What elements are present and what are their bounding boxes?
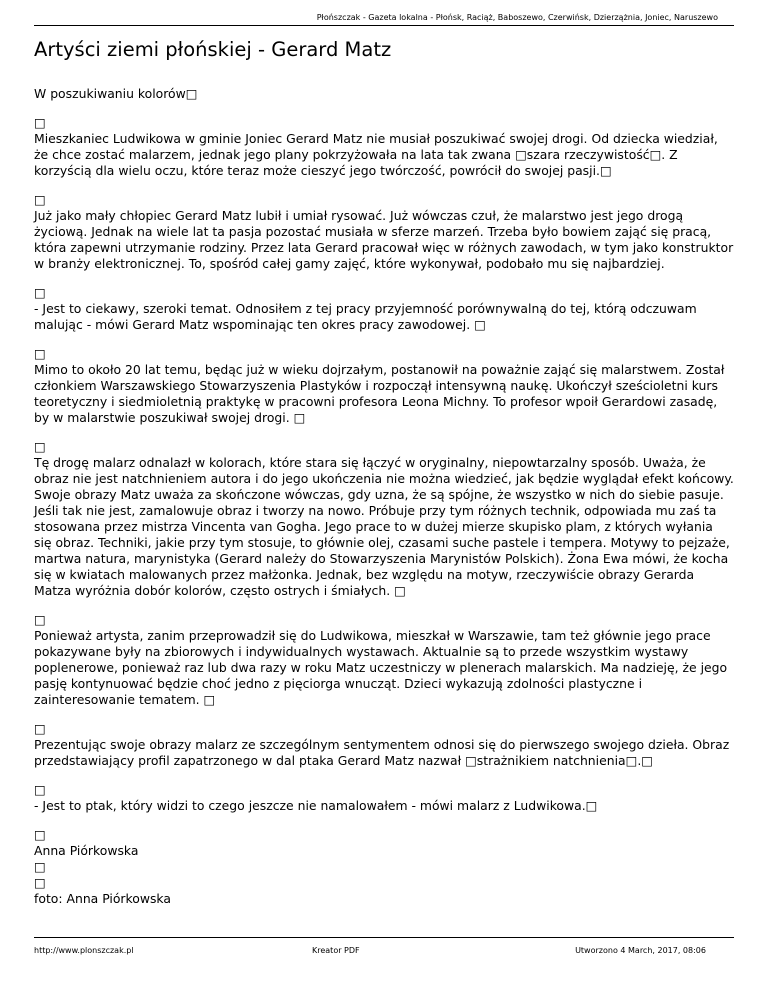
article-paragraph: □ - Jest to ptak, który widzi to czego jeszcze nie namalowałem - mówi malarz z Ludwikowa.□ [34, 782, 598, 813]
footer-created-date: Utworzono 4 March, 2017, 08:06 [575, 946, 706, 955]
credit-line: □ [34, 875, 46, 890]
footer-url[interactable]: http://www.plonszczak.pl [34, 946, 134, 955]
article-credits [34, 827, 734, 907]
page-header: Płońszczak - Gazeta lokalna - Płońsk, Raciąż, Baboszewo, Czerwińsk, Dzierzążnia, Joniec, Naruszewo [316, 13, 718, 22]
article-paragraph: □ - Jest to ciekawy, szeroki temat. Odnosiłem z tej pracy przyjemność porównywalną do tej, którą odczuwam malując - mówi Gerard Matz wspominając ten okres pracy zawodowej. □ [34, 285, 697, 332]
footer-generator: Kreator PDF [312, 946, 360, 955]
article-body [34, 86, 734, 907]
article-paragraph: W poszukiwaniu kolorów□ [34, 86, 198, 101]
credit-line: □ [34, 827, 46, 842]
article-paragraph: □ Mieszkaniec Ludwikowa w gminie Joniec Gerard Matz nie musiał poszukiwać swojej drogi. Od dziecka wiedział, że chce zostać malarzem, jednak jego plany pokrzyżowała na lata tak zwana □szara rzeczywistość□. Z korzyścią dla wielu oczu, które teraz może cieszyć jego twórczość, powrócił do swojej pasji.□ [34, 115, 718, 178]
footer-divider [34, 937, 734, 938]
article-paragraph: □ Tę drogę malarz odnalazł w kolorach, które stara się łączyć w oryginalny, niepowtarzalny sposób. Uważa, że obraz nie jest natchnieniem autora i do jego ukończenia nie można wiedzieć, jak będzie wyglądał efekt końcowy. Swoje obrazy Matz uważa za skończone wówczas, gdy uzna, że są spójne, że wszystko w nich do siebie pasuje. Jeśli tak nie jest, zamalowuje obraz i tworzy na nowo. Próbuje przy tym różnych technik, odpowiada mu zaś ta stosowana przez mistrza Vincenta van Gogha. Jego prace to w dużej mierze skupisko plam, z których wyłania się obraz. Techniki, jakie przy tym stosuje, to głównie olej, czasami suche pastele i tempera. Motywy to pejzaże, martwa natura, marynistyka (Gerard należy do Stowarzyszenia Marynistów Polskich). Żona Ewa mówi, że kocha się w kwiatach malowanych przez małżonka. Jednak, bez względu na motyw, rzeczywiście obrazy Gerarda Matza wyróżnia dobór kolorów, często ostrych i śmiałych. □ [34, 439, 734, 598]
article-paragraph: □ Prezentując swoje obrazy malarz ze szczególnym sentymentem odnosi się do pierwszego swojego dzieła. Obraz przedstawiający profil zapatrzonego w dal ptaka Gerard Matz nazwał □strażnikiem natchnienia□.□ [34, 721, 730, 768]
article-paragraph: □ Ponieważ artysta, zanim przeprowadził się do Ludwikowa, mieszkał w Warszawie, tam też głównie jego prace pokazywane były na zbiorowych i indywidualnych wystawach. Aktualnie są to przede wszystkim wystawy poplenerowe, ponieważ raz lub dwa razy w roku Matz uczestniczy w plenerach malarskich. Ma nadzieję, że jego pasję kontynuować będzie choć jedno z pięciorga wnucząt. Dzieci wykazują zdolności plastyczne i zainteresowanie tematem. □ [34, 612, 728, 707]
author-name: Anna Piórkowska [34, 843, 139, 858]
article-paragraph: □ Już jako mały chłopiec Gerard Matz lubił i umiał rysować. Już wówczas czuł, że malarstwo jest jego drogą życiową. Jednak na wiele lat ta pasja pozostać musiała w sferze marzeń. Trzeba było bowiem zająć się pracą, która zapewni utrzymanie rodziny. Przez lata Gerard pracował więc w różnych zawodach, w tym jako konstruktor w branży elektronicznej. To, spośród całej gamy zajęć, które wykonywał, podobało mu się najbardziej. [34, 192, 734, 271]
article-title: Artyści ziemi płońskiej - Gerard Matz [34, 38, 392, 61]
header-divider [34, 25, 734, 26]
photo-credit: foto: Anna Piórkowska [34, 891, 171, 906]
credit-line: □ [34, 859, 46, 874]
article-paragraph: □ Mimo to około 20 lat temu, będąc już w wieku dojrzałym, postanowił na poważnie zająć się malarstwem. Został członkiem Warszawskiego Stowarzyszenia Plastyków i rozpoczął intensywną naukę. Ukończył sześcioletni kurs teoretyczny i siedmioletnią praktykę w pracowni profesora Leona Michny. To profesor wpoił Gerardowi zasadę, by w malarstwie poszukiwał swojej drogi. □ [34, 346, 725, 425]
